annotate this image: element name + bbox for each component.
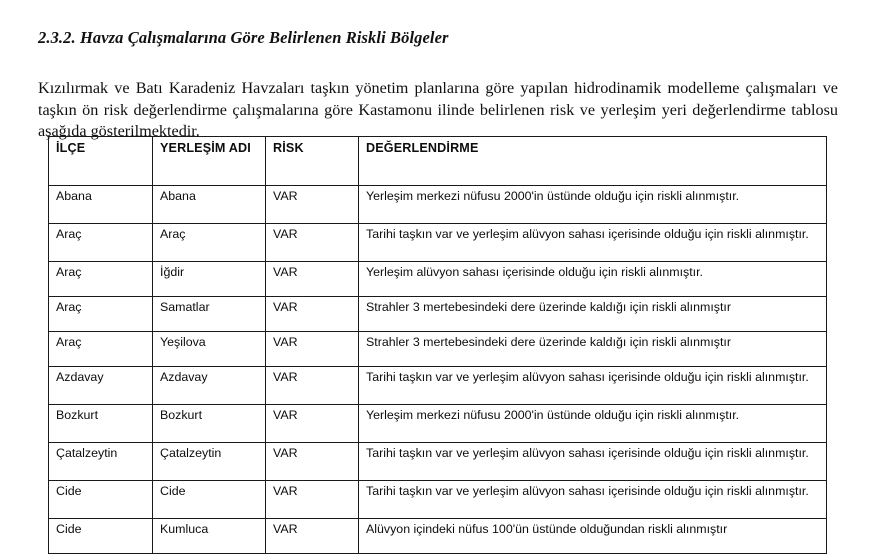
cell-yerlesim: Araç xyxy=(153,224,266,262)
table-row xyxy=(49,186,827,224)
table-row xyxy=(49,443,827,481)
column-header-degerlendirme: DEĞERLENDİRME xyxy=(359,137,827,186)
cell-degerlendirme: Yerleşim alüvyon sahası içerisinde olduğu için riskli alınmıştır. xyxy=(359,262,827,297)
cell-yerlesim: Abana xyxy=(153,186,266,224)
column-header-risk: RİSK xyxy=(266,137,359,186)
cell-yerlesim: Bozkurt xyxy=(153,405,266,443)
cell-yerlesim: İğdir xyxy=(153,262,266,297)
column-header-yerlesim-adi: YERLEŞİM ADI xyxy=(153,137,266,186)
cell-ilce: Çatalzeytin xyxy=(49,443,153,481)
intro-paragraph: Kızılırmak ve Batı Karadeniz Havzaları taşkın yönetim planlarına göre yapılan hidrodinamik modelleme çalışmaları ve taşkın ön risk değerlendirme çalışmalarına göre Kastamonu ilinde belirlenen risk ve yerleşim yeri değerlendirme tablosu aşağıda gösterilmektedir. xyxy=(38,79,838,141)
table-row xyxy=(49,262,827,297)
cell-degerlendirme: Tarihi taşkın var ve yerleşim alüvyon sahası içerisinde olduğu için riskli alınmıştır. xyxy=(359,224,827,262)
cell-ilce: Araç xyxy=(49,224,153,262)
cell-risk: VAR xyxy=(266,481,359,519)
risk-table-container xyxy=(48,136,826,554)
cell-yerlesim: Yeşilova xyxy=(153,332,266,367)
table-header-row xyxy=(49,137,827,186)
section-heading: 2.3.2. Havza Çalışmalarına Göre Belirlenen Riskli Bölgeler xyxy=(38,28,449,47)
cell-degerlendirme: Tarihi taşkın var ve yerleşim alüvyon sahası içerisinde olduğu için riskli alınmıştır. xyxy=(359,481,827,519)
cell-yerlesim: Azdavay xyxy=(153,367,266,405)
cell-ilce: Cide xyxy=(49,481,153,519)
column-header-ilce: İLÇE xyxy=(49,137,153,186)
table-row xyxy=(49,332,827,367)
risk-assessment-table xyxy=(48,136,827,554)
cell-ilce: Bozkurt xyxy=(49,405,153,443)
cell-degerlendirme: Alüvyon içindeki nüfus 100'ün üstünde olduğundan riskli alınmıştır xyxy=(359,519,827,554)
cell-degerlendirme: Strahler 3 mertebesindeki dere üzerinde kaldığı için riskli alınmıştır xyxy=(359,297,827,332)
table-row xyxy=(49,367,827,405)
cell-risk: VAR xyxy=(266,297,359,332)
cell-risk: VAR xyxy=(266,443,359,481)
table-row xyxy=(49,297,827,332)
cell-ilce: Azdavay xyxy=(49,367,153,405)
cell-ilce: Araç xyxy=(49,297,153,332)
cell-risk: VAR xyxy=(266,332,359,367)
cell-yerlesim: Kumluca xyxy=(153,519,266,554)
cell-yerlesim: Cide xyxy=(153,481,266,519)
cell-risk: VAR xyxy=(266,262,359,297)
cell-ilce: Cide xyxy=(49,519,153,554)
table-row xyxy=(49,405,827,443)
table-row xyxy=(49,481,827,519)
cell-degerlendirme: Yerleşim merkezi nüfusu 2000'in üstünde olduğu için riskli alınmıştır. xyxy=(359,186,827,224)
cell-yerlesim: Samatlar xyxy=(153,297,266,332)
table-row xyxy=(49,519,827,554)
cell-degerlendirme: Tarihi taşkın var ve yerleşim alüvyon sahası içerisinde olduğu için riskli alınmıştır. xyxy=(359,367,827,405)
cell-risk: VAR xyxy=(266,186,359,224)
cell-risk: VAR xyxy=(266,224,359,262)
cell-ilce: Araç xyxy=(49,262,153,297)
table-body xyxy=(49,186,827,554)
cell-risk: VAR xyxy=(266,519,359,554)
cell-ilce: Araç xyxy=(49,332,153,367)
cell-degerlendirme: Strahler 3 mertebesindeki dere üzerinde kaldığı için riskli alınmıştır xyxy=(359,332,827,367)
table-header xyxy=(49,137,827,186)
table-row xyxy=(49,224,827,262)
cell-risk: VAR xyxy=(266,405,359,443)
cell-degerlendirme: Yerleşim merkezi nüfusu 2000'in üstünde olduğu için riskli alınmıştır. xyxy=(359,405,827,443)
cell-degerlendirme: Tarihi taşkın var ve yerleşim alüvyon sahası içerisinde olduğu için riskli alınmıştır. xyxy=(359,443,827,481)
cell-risk: VAR xyxy=(266,367,359,405)
cell-yerlesim: Çatalzeytin xyxy=(153,443,266,481)
cell-ilce: Abana xyxy=(49,186,153,224)
